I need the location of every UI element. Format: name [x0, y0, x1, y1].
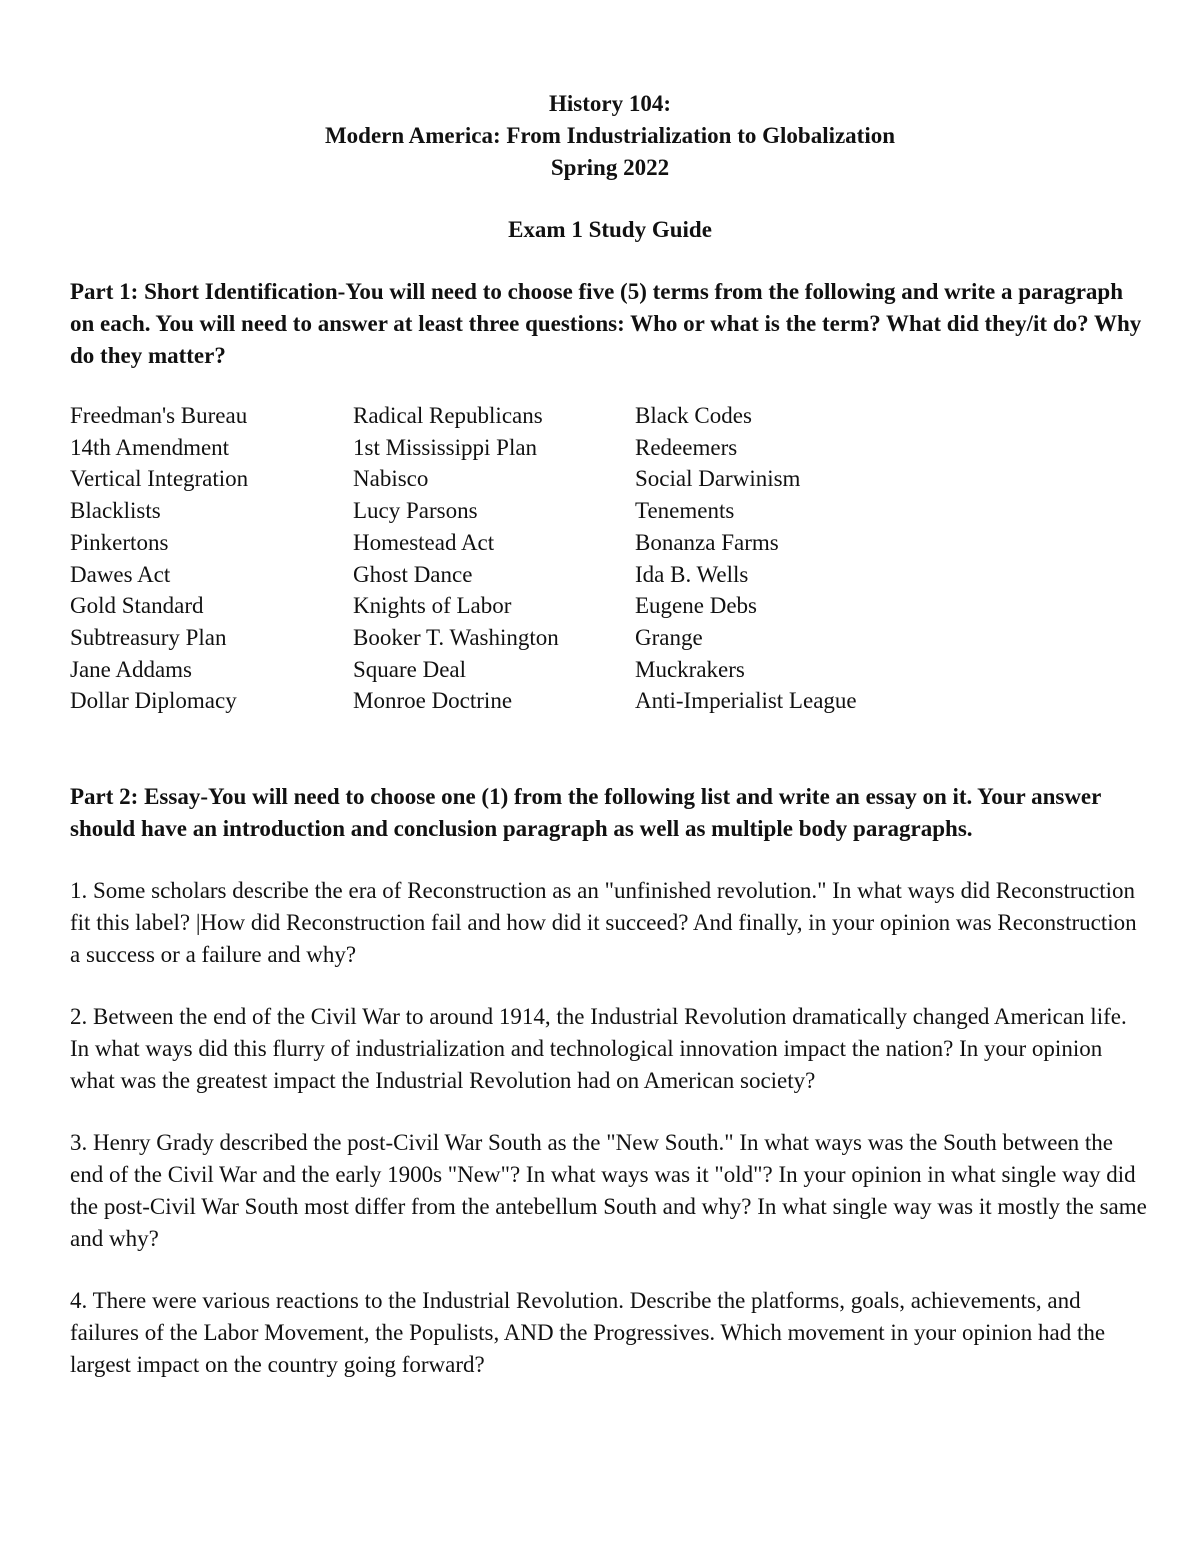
term: Monroe Doctrine [353, 688, 513, 714]
essay-question-3: 3. Henry Grady described the post-Civil War South as the "New South." In what ways was the South between the end of the Civil War and the early 1900s "New"? In what ways was it "old"? In your opinion in what single way did the post-Civil War South most differ from the antebellum South and why? In what single way was it mostly the same and why? [70, 1130, 1147, 1252]
essay-question-1: 1. Some scholars describe the era of Reconstruction as an "unfinished revolution." In what ways did Reconstruction fit this label? |How did Reconstruction fail and how did it succeed? And finally, in your opinion was Reconstruction a success or a failure and why? [70, 878, 1137, 968]
term: Homestead Act [353, 529, 495, 555]
term: Black Codes [635, 403, 752, 428]
term: Vertical Integration [70, 466, 249, 492]
term: Redeemers [635, 434, 738, 460]
term: Booker T. Washington [353, 624, 559, 650]
course-number: History 104: [548, 91, 671, 116]
term: Dawes Act [70, 561, 171, 587]
term: Tenements [635, 498, 735, 524]
term: Lucy Parsons [353, 498, 478, 524]
term: Blacklists [70, 498, 161, 524]
terms-grid [70, 400, 1150, 717]
document-page [70, 88, 1150, 1381]
term: Ghost Dance [353, 561, 473, 587]
term: Grange [635, 624, 703, 650]
term: 14th Amendment [70, 434, 230, 460]
term: Square Deal [353, 656, 467, 682]
term: Nabisco [353, 466, 429, 492]
term: Pinkertons [70, 529, 169, 555]
course-title: Modern America: From Industrialization to Globalization [324, 123, 896, 148]
term: Muckrakers [635, 656, 745, 682]
term: Social Darwinism [635, 466, 801, 492]
term: Anti-Imperialist League [635, 688, 857, 714]
part2-heading: Part 2: Essay-You will need to choose one (1) from the following list and write an essay on it. Your answer should have an introduction and conclusion paragraph as well as multiple body paragraphs. [70, 784, 1101, 842]
term: Ida B. Wells [635, 561, 749, 587]
term: 1st Mississippi Plan [353, 434, 538, 460]
part1-heading: Part 1: Short Identification-You will need to choose five (5) terms from the following and write a paragraph on each. You will need to answer at least three questions: Who or what is the term? What did they/it do? Why do they matter? [70, 279, 1142, 368]
essay-question-2: 2. Between the end of the Civil War to around 1914, the Industrial Revolution dramatically changed American life. In what ways did this flurry of industrialization and technological innovation impact the nation? In your opinion what was the greatest impact the Industrial Revolution had on American society? [70, 1004, 1127, 1094]
document-header [70, 88, 1150, 184]
term: Jane Addams [70, 656, 193, 682]
term: Eugene Debs [635, 593, 757, 619]
term: Gold Standard [70, 593, 204, 619]
term: Bonanza Farms [635, 529, 779, 555]
document-subtitle: Exam 1 Study Guide [508, 217, 712, 242]
course-term: Spring 2022 [550, 155, 670, 180]
essay-question-4: 4. There were various reactions to the Industrial Revolution. Describe the platforms, goals, achievements, and failures of the Labor Movement, the Populists, AND the Progressives. Which movement in your opinion had the largest impact on the country going forward? [70, 1288, 1106, 1378]
term: Subtreasury Plan [70, 624, 227, 650]
term: Dollar Diplomacy [70, 688, 237, 714]
term: Radical Republicans [353, 403, 543, 428]
term: Knights of Labor [353, 593, 512, 619]
term: Freedman's Bureau [70, 403, 248, 428]
